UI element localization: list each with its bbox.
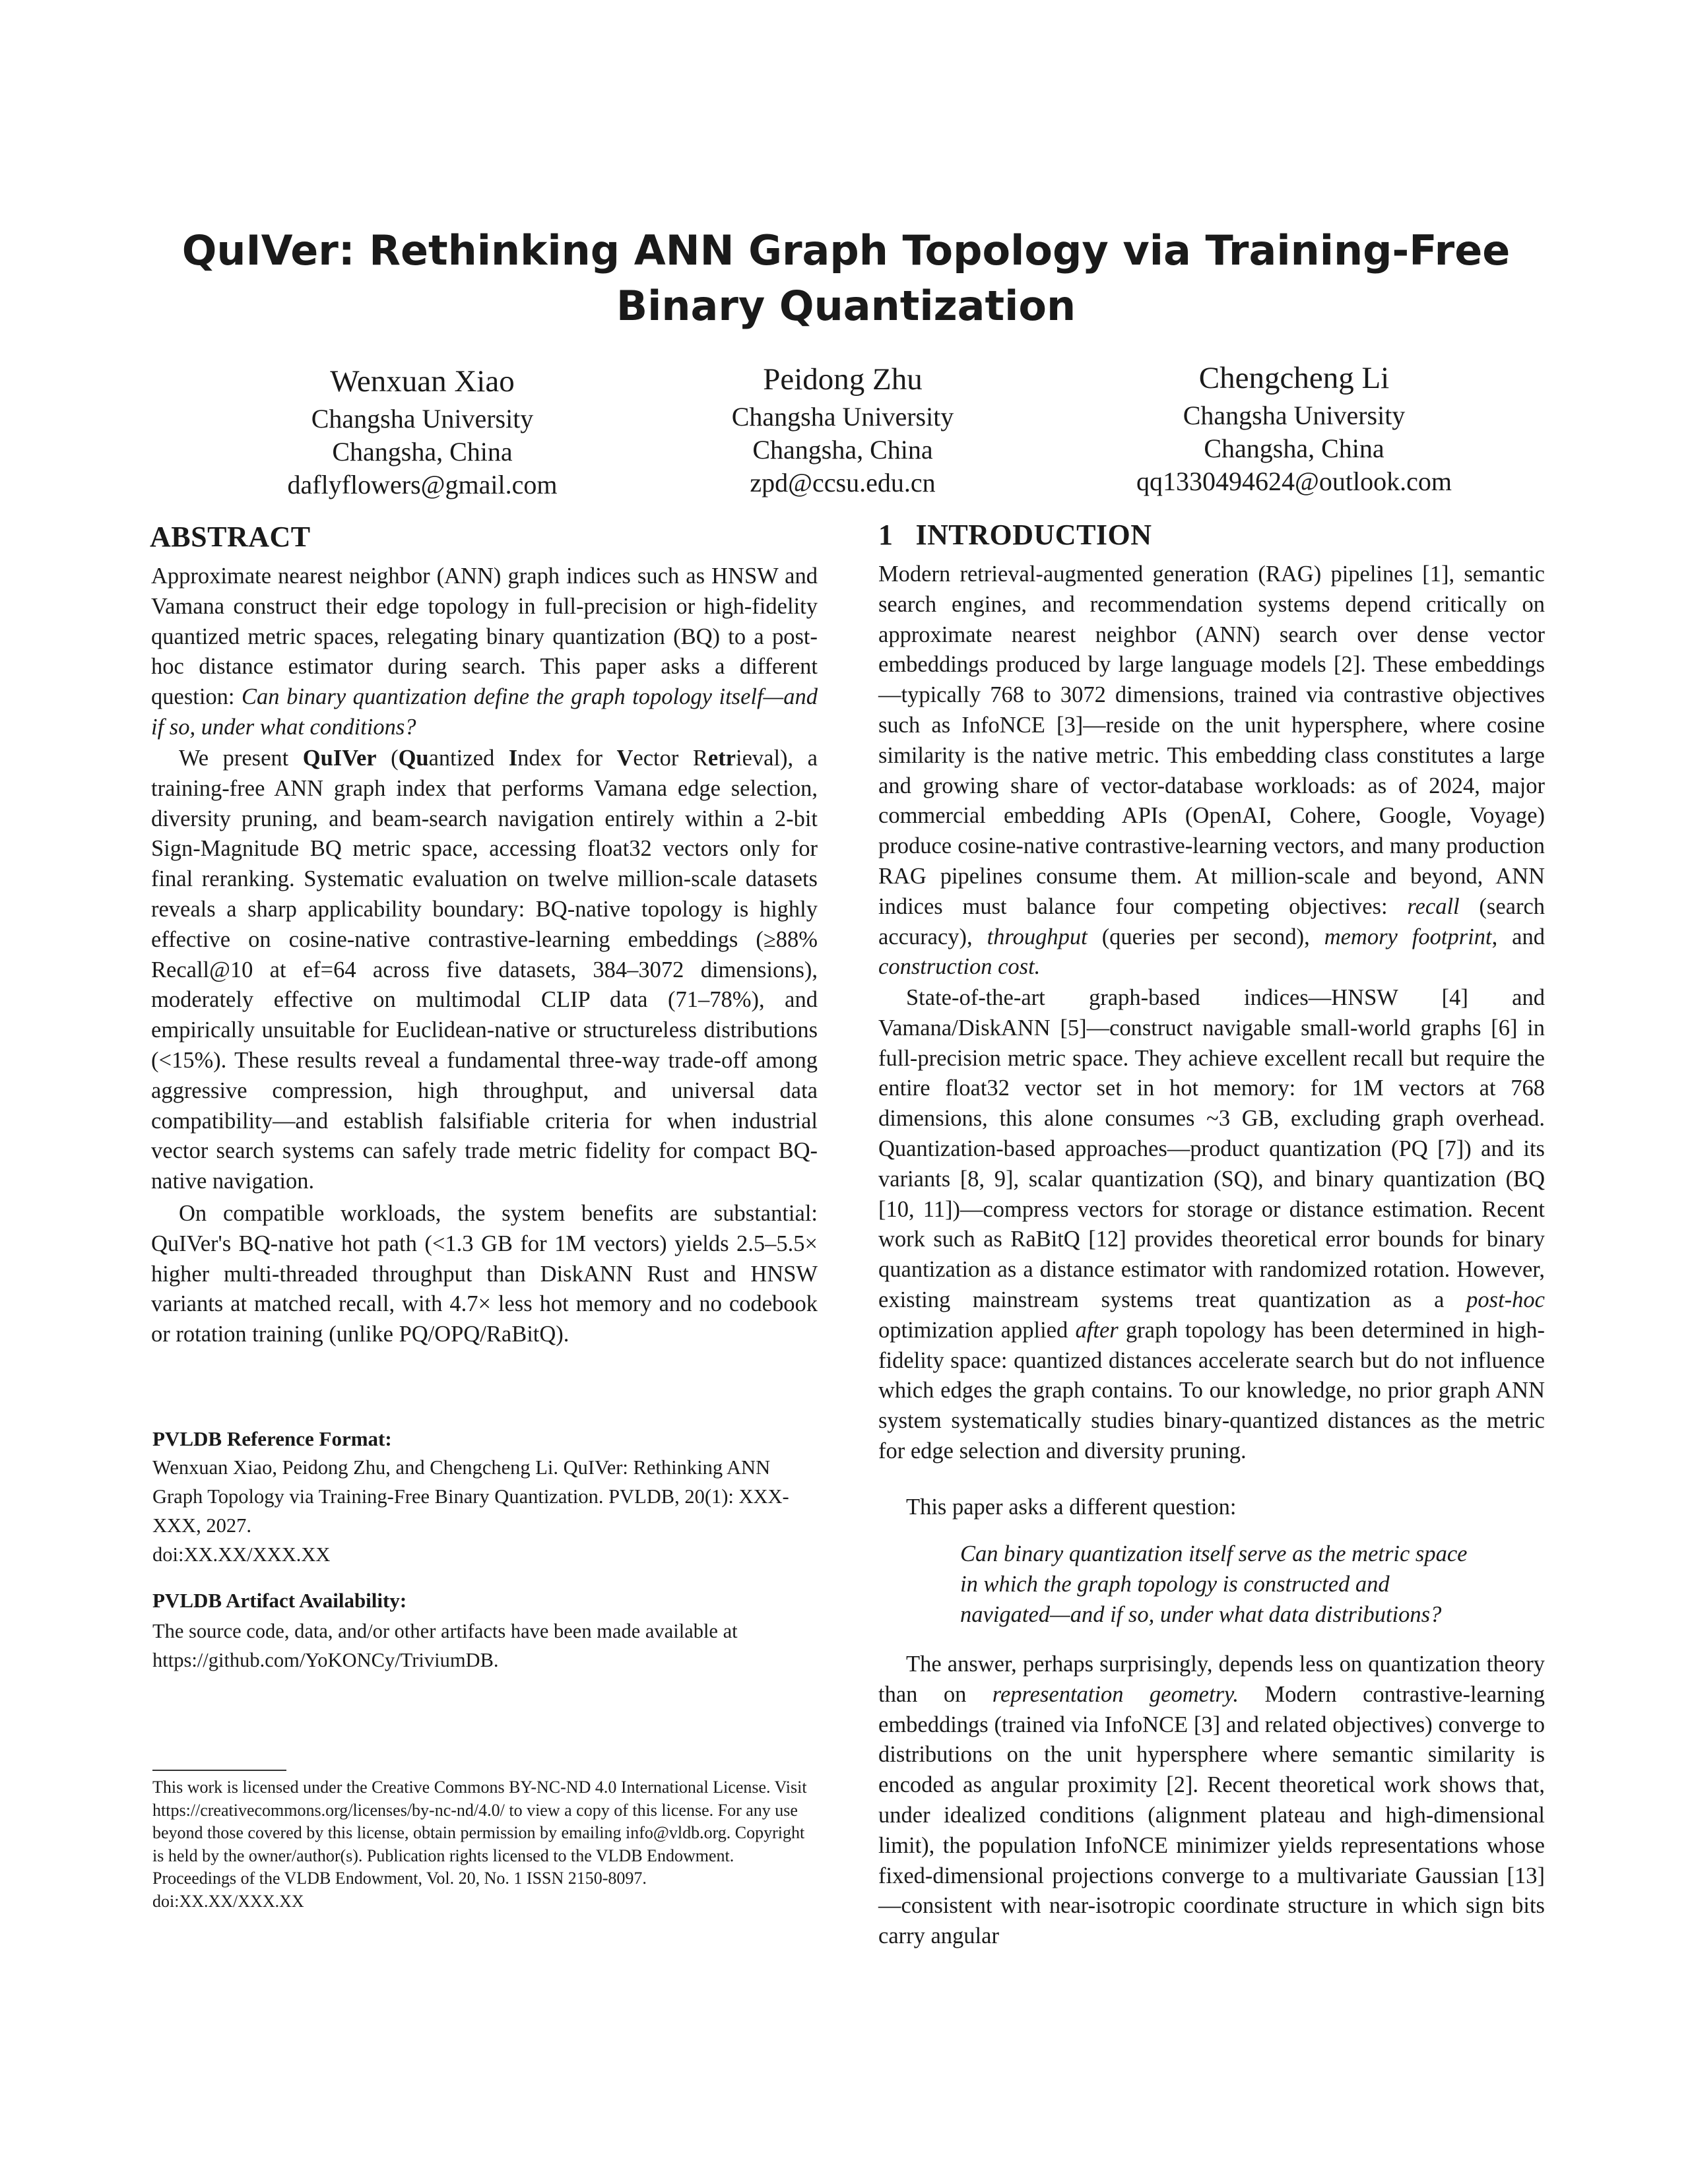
author-email: zpd@ccsu.edu.cn xyxy=(750,468,936,498)
intro-paragraph-2: State-of-the-art graph-based indices—HNSW [4] and Vamana/DiskANN [5]—construct navigable small-world graphs [6] in full-precision metric space. They achieve excellent recall but require the entire float32 vector set in hot memory: for 1M vectors at 768 dimensions, this alone consumes ~3 GB, excluding graph overhead. Quantization-based approaches—product quantization (PQ [7]) and its variants [8, 9], scalar quantization (SQ), and binary quantization (BQ [10, 11])—compress vectors for storage or distance estimation. Recent work such as RaBitQ [12] provides theoretical error bounds for binary quantization as a distance estimator with randomized rotation. However, existing mainstream systems treat quantization as a post-hoc optimization applied after graph topology has been determined in high-fidelity space: quantized distances accelerate search but do not influence which edges the graph contains. To our knowledge, no prior graph ANN system systematically studies binary-quantized distances as the metric for edge selection and diversity pruning. xyxy=(878,985,1545,1463)
abstract-paragraph-2: We present QuIVer (Quantized Index for Vector Retrieval), a training-free ANN graph index that performs Vamana edge selection, diversity pruning, and beam-search navigation entirely within a 2-bit Sign-Magnitude BQ metric space, accessing float32 vectors only for final reranking. Systematic evaluation on twelve million-scale datasets reveals a sharp applicability boundary: BQ-native topology is highly effective on cosine-native contrastive-learning embeddings (≥88% Recall@10 at ef=64 across five datasets, 384–3072 dimensions), moderately effective on multimodal CLIP data (71–78%), and empirically unsuitable for Euclidean-native or structureless distributions (<15%). These results reveal a fundamental three-way trade-off among aggressive compression, high throughput, and universal data compatibility—and establish falsifiable criteria for when industrial vector search systems can safely trade metric fidelity for compact BQ-native navigation. xyxy=(151,746,818,1194)
abstract-heading: ABSTRACT xyxy=(150,521,311,553)
intro-paragraph-3: This paper asks a different question: xyxy=(906,1494,1237,1520)
intro-paragraph-4: The answer, perhaps surprisingly, depends less on quantization theory than on representation geometry. Modern contrastive-learning embeddings (trained via InfoNCE [3] and related objectives) converge to distributions on the unit hypersphere where semantic similarity is encoded as angular proximity [2]. Recent theoretical work shows that, under idealized conditions (alignment plateau and high-dimensional limit), the population InfoNCE minimizer yields representations whose fixed-dimensional projections converge to a multivariate Gaussian [13]—consistent with near-isotropic coordinate structure in which sign bits carry angular xyxy=(878,1652,1545,1949)
footnote-proceedings: Proceedings of the VLDB Endowment, Vol. 20, No. 1 ISSN 2150-8097. xyxy=(152,1869,647,1888)
intro-paragraph-1: Modern retrieval-augmented generation (RAG) pipelines [1], semantic search engines, and recommendation systems depend critically on approximate nearest neighbor (ANN) search over dense vector embeddings produced by large language models [2]. These embeddings—typically 768 to 3072 dimensions, trained via contrastive objectives such as InfoNCE [3]—reside on the unit hypersphere, where cosine similarity is the native metric. This embedding class constitutes a large and growing share of vector-database workloads: as of 2024, major commercial embedding APIs (OpenAI, Cohere, Google, Voyage) produce cosine-native contrastive-learning vectors, and many production RAG pipelines consume them. At million-scale and beyond, ANN indices must balance four competing objectives: recall (search accuracy), throughput (queries per second), memory footprint, and construction cost. xyxy=(878,562,1546,980)
footnote xyxy=(152,1776,819,1913)
author-location: Changsha, China xyxy=(752,435,933,465)
author-location: Changsha, China xyxy=(332,437,513,466)
author-location: Changsha, China xyxy=(1204,434,1384,463)
footnote-doi: doi:XX.XX/XXX.XX xyxy=(152,1891,304,1911)
author-block-3 xyxy=(1043,358,1545,498)
reference-format-heading: PVLDB Reference Format: xyxy=(152,1427,392,1450)
title-line-2: Binary Quantization xyxy=(616,282,1076,330)
introduction-heading: 1 INTRODUCTION xyxy=(878,519,1152,551)
author-affiliation: Changsha University xyxy=(311,404,534,434)
paper-title xyxy=(132,223,1560,334)
author-email: qq1330494624@outlook.com xyxy=(1136,466,1452,496)
footnote-license: This work is licensed under the Creative Commons BY-NC-ND 4.0 International License. Visit https://creativecommons.org/licenses/by-nc-nd/4.0/ to view a copy of this license. For any use beyond those covered by this license, obtain permission by emailing info@vldb.org. Copyright is held by the owner/author(s). Publication rights licensed to the VLDB Endowment. xyxy=(152,1778,807,1865)
author-affiliation: Changsha University xyxy=(731,402,954,432)
author-affiliation: Changsha University xyxy=(1183,401,1406,430)
author-block-2 xyxy=(592,360,1093,499)
author-name: Wenxuan Xiao xyxy=(330,364,515,399)
artifact-text: The source code, data, and/or other artifacts have been made available at https://github.com/YoKONCy/TriviumDB. xyxy=(152,1620,738,1671)
reference-format-text: Wenxuan Xiao, Peidong Zhu, and Chengcheng Li. QuIVer: Rethinking ANN Graph Topology via Training-Free Binary Quantization. PVLDB, 20(1): XXX-XXX, 2027. doi:XX.XX/XXX.XX xyxy=(152,1456,789,1566)
abstract-paragraph-1: Approximate nearest neighbor (ANN) graph indices such as HNSW and Vamana construct their edge topology in full-precision or high-fidelity quantized metric spaces, relegating binary quantization (BQ) to a post-hoc distance estimator during search. This paper asks a different question: Can binary quantization define the graph topology itself—and if so, under what conditions? xyxy=(151,563,818,740)
research-question-quote: Can binary quantization itself serve as the metric space in which the graph topology is constructed and navigated—and if so, under what data distributions? xyxy=(960,1541,1468,1627)
author-name: Peidong Zhu xyxy=(763,362,923,397)
abstract-paragraph-3: On compatible workloads, the system benefits are substantial: QuIVer's BQ-native hot path (<1.3 GB for 1M vectors) yields 2.5–5.5× higher multi-threaded throughput than DiskANN Rust and HNSW variants at matched recall, with 4.7× less hot memory and no codebook or rotation training (unlike PQ/OPQ/RaBitQ). xyxy=(151,1201,818,1347)
artifact-heading: PVLDB Artifact Availability: xyxy=(152,1589,407,1612)
footnote-rule xyxy=(152,1770,286,1771)
title-line-1: QuIVer: Rethinking ANN Graph Topology via Training-Free xyxy=(181,226,1511,274)
author-name: Chengcheng Li xyxy=(1198,361,1390,395)
author-email: daflyflowers@gmail.com xyxy=(287,470,558,499)
